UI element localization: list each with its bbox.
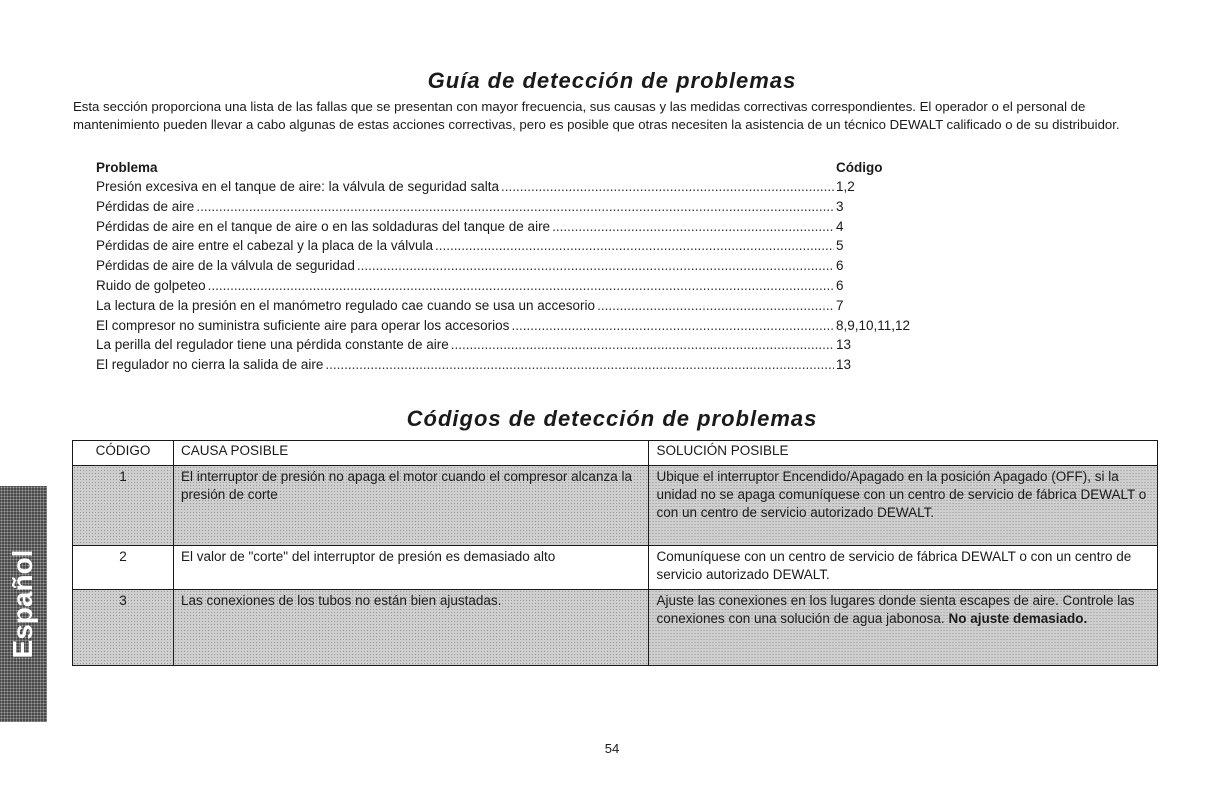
problem-column-header: Problema [96, 160, 158, 175]
problem-code: 4 [836, 218, 844, 234]
dot-leader [597, 298, 834, 313]
row-code: 1 [73, 466, 174, 546]
trouble-codes-table [72, 440, 1158, 666]
row-solution [649, 590, 1158, 666]
problem-code: 7 [836, 297, 844, 313]
problem-row [96, 238, 946, 258]
row-solution [649, 546, 1158, 590]
dot-leader [196, 199, 834, 214]
table-row [73, 546, 1158, 590]
dot-leader [501, 179, 834, 194]
dot-leader [451, 337, 834, 352]
problem-code: 5 [836, 238, 844, 254]
problem-code: 6 [836, 258, 844, 274]
solution-warning: No ajuste demasiado. [948, 611, 1088, 626]
intro-paragraph: Esta sección proporciona una lista de las fallas que se presentan con mayor frecuencia, sus causas y las medidas correctivas correspondientes. El operador o el personal de mantenimiento pueden llevar a cabo algunas de estas acciones correctivas, pero es posible que otras necesiten la asistencia de un técnico DEWALT calificado o de su distribuidor. [73, 99, 1120, 132]
problem-text: La perilla del regulador tiene una pérdida constante de aire [96, 337, 449, 353]
problem-text: Presión excesiva en el tanque de aire: la válvula de seguridad salta [96, 179, 500, 194]
problem-text: Pérdidas de aire de la válvula de seguridad [96, 258, 355, 274]
row-code: 3 [73, 590, 174, 666]
problem-code: 13 [836, 357, 852, 373]
problem-row [96, 179, 946, 199]
problem-code: 6 [836, 277, 844, 293]
problem-text: El regulador no cierra la salida de aire [96, 357, 324, 373]
problem-text: Ruido de golpeteo [96, 277, 206, 293]
dot-leader [325, 357, 834, 372]
dot-leader [208, 278, 834, 293]
dot-leader [511, 318, 834, 333]
row-cause: Las conexiones de los tubos no están bien ajustadas. [173, 590, 649, 666]
row-cause: El valor de "corte" del interruptor de presión es demasiado alto [173, 546, 649, 590]
problem-row [96, 258, 946, 278]
solution-text: Ajuste las conexiones en los lugares donde sienta escapes de aire. Controle las conexiones con una solución de agua jabonosa. [656, 593, 1135, 626]
language-side-tab [0, 486, 47, 722]
problem-text: Pérdidas de aire entre el cabezal y la placa de la válvula [96, 238, 433, 254]
dot-leader [552, 219, 834, 234]
table-row [73, 590, 1158, 666]
header-code: CÓDIGO [73, 441, 174, 466]
page-number: 54 [604, 741, 620, 756]
row-solution [649, 466, 1158, 546]
header-cause: CAUSA POSIBLE [173, 441, 649, 466]
problem-text: Pérdidas de aire [96, 198, 195, 214]
problem-code: 8,9,10,11,12 [836, 317, 911, 333]
dot-leader [357, 258, 834, 273]
problem-row [96, 278, 946, 298]
problem-row [96, 357, 946, 377]
problem-code: 3 [836, 198, 844, 214]
problem-row [96, 318, 946, 338]
problem-row [96, 337, 946, 357]
solution-text: Ubique el interruptor Encendido/Apagado en la posición Apagado (OFF), si la unidad no se apaga comuníquese con un centro de servicio de fábrica DEWALT o con un centro de servicio autorizado DEWALT. [656, 469, 1147, 520]
solution-text: Comuníquese con un centro de servicio de fábrica DEWALT o con un centro de servicio autorizado DEWALT. [656, 549, 1132, 582]
problem-row [96, 298, 946, 318]
problem-row [96, 199, 946, 219]
dot-leader [435, 238, 834, 253]
page-title: Guía de detección de problemas [427, 68, 797, 93]
header-solution: SOLUCIÓN POSIBLE [649, 441, 1158, 466]
code-column-header: Código [836, 160, 883, 175]
problem-list [96, 160, 946, 377]
row-code: 2 [73, 546, 174, 590]
problem-text: La lectura de la presión en el manómetro regulado cae cuando se usa un accesorio [96, 297, 596, 313]
problem-code: 1,2 [836, 179, 855, 194]
problem-list-header [96, 160, 946, 179]
row-cause: El interruptor de presión no apaga el motor cuando el compresor alcanza la presión de corte [173, 466, 649, 546]
table-title: Códigos de detección de problemas [406, 406, 818, 431]
problem-text: Pérdidas de aire en el tanque de aire o en las soldaduras del tanque de aire [96, 218, 551, 234]
problem-row [96, 219, 946, 239]
table-row [73, 466, 1158, 546]
problem-code: 13 [836, 337, 852, 353]
table-header-row [73, 441, 1158, 466]
problem-text: El compresor no suministra suficiente aire para operar los accesorios [96, 317, 510, 333]
language-label: Español [7, 549, 38, 659]
